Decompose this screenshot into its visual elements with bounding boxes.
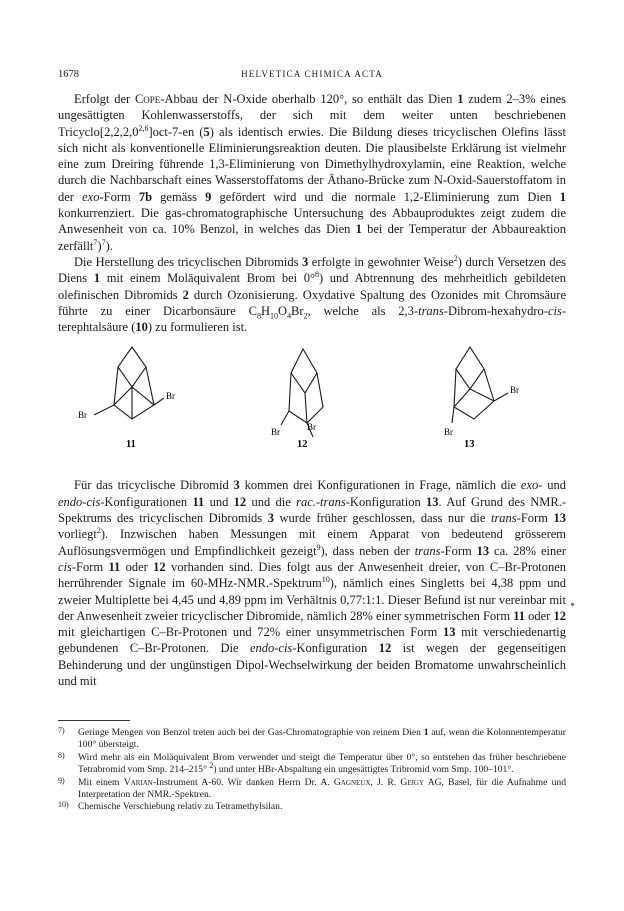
article-body <box>58 91 566 689</box>
paragraph-configurations-run: mit gleichartigen C–Br-Protonen und 72% einer unsymmetrischen Form <box>58 625 443 640</box>
paragraph-dibromide-preparation-run: 4 <box>287 311 292 321</box>
footnote-2 <box>58 777 566 802</box>
paragraph-dibromide-preparation-run: , welche als 2,3- <box>307 303 419 318</box>
paragraph-cope-elimination-run: -Form <box>99 189 139 204</box>
paragraph-cope-elimination-run: 2,6 <box>138 123 149 133</box>
paragraph-dibromide-preparation-run: -terephtalsäure ( <box>58 303 566 335</box>
paragraph-dibromide-preparation-run: O <box>278 303 288 318</box>
paragraph-cope-elimination-run: 7b <box>138 189 153 204</box>
paragraph-configurations-run: Für das tricyclische Dibromid <box>74 478 234 493</box>
footnote-3 <box>58 801 566 813</box>
paragraph-configurations-run: vorhanden sind. Dies folgt aus der Anwesenheit dreier, von C–Br-Protonen herrührender Signale im 60-MHz-NMR.-Spektrum <box>58 559 567 591</box>
paragraph-configurations-run: 13 <box>553 511 566 526</box>
paragraph-configurations-run: -Form <box>440 543 477 558</box>
running-header <box>58 69 566 83</box>
paragraph-configurations-run: . Auf Grund des NMR.-Spektrums des tricyclischen Dibromids <box>58 494 567 526</box>
paragraph-configurations-run: 13 <box>442 625 456 640</box>
structure-12 <box>253 343 363 471</box>
paragraph-configurations-run: ca. 28% einer <box>489 543 566 558</box>
paragraph-configurations-run: 3 <box>233 478 240 493</box>
paragraph-cope-elimination-run: 1 <box>355 222 362 237</box>
structure-12-drawing <box>253 343 363 467</box>
paragraph-cope-elimination-run: % eines ungesättigten Kohlenwasserstoffs, der sich mit dem weiter unten beschriebenen Tricyclo[2,2,2,0 <box>58 92 566 139</box>
structure-12-br-left: Br <box>271 427 280 438</box>
paragraph-configurations-run: und <box>204 494 234 509</box>
footnote-text-run: , J. R. <box>370 776 401 788</box>
paragraph-configurations-run: mit verschiedenartig gebundenen C–Br-Protonen. Die <box>58 625 566 656</box>
footnote-text-run: Wird mehr als ein Moläquivalent Brom verwendet und steigt die Temperatur über 0°, so entstehen das früher beschriebene Tetrabromid vom Smp. 214–215° <box>78 751 566 776</box>
paragraph-cope-elimination-run: 1 <box>457 92 464 106</box>
paragraph-configurations-run: 13 <box>476 543 490 558</box>
paragraph-configurations-run: endo-cis <box>249 641 293 656</box>
paragraph-configurations-run: oder <box>120 559 154 574</box>
footnote-text-run: ) und unter HBr-Abspaltung ein ungesättigtes Tribromid vom Smp. 100–101°. <box>213 764 514 776</box>
structure-12-number: 12 <box>297 439 308 451</box>
paragraph-dibromide-preparation-run: 2 <box>453 253 458 263</box>
paragraph-cope-elimination-run: exo <box>82 189 100 204</box>
paragraph-configurations-run: -Konfiguration <box>292 641 379 656</box>
paragraph-configurations-run: trans <box>490 511 517 526</box>
paragraph-configurations-run: endo-cis <box>58 494 101 509</box>
journal-title: HELVETICA CHIMICA ACTA <box>241 69 383 79</box>
paragraph-configurations-run: exo <box>520 478 539 493</box>
footnote-text-run: Geigy <box>400 776 425 788</box>
footnote-mark: 7) <box>58 726 65 735</box>
structure-13-br-left: Br <box>444 427 453 438</box>
footnote-text-run: AG, Basel, für die Aufnahme und Interpretation der NMR.-Spektren. <box>78 776 566 801</box>
structure-13 <box>428 343 538 471</box>
paragraph-dibromide-preparation-run: 2 <box>182 287 189 302</box>
paragraph-dibromide-preparation <box>58 254 566 335</box>
paragraph-cope-elimination-run: 1 <box>559 189 567 204</box>
footnote-text-run: Chemische Verschiebung relativ zu Tetramethylsilan. <box>78 801 283 813</box>
footnote-0 <box>58 727 566 752</box>
paragraph-dibromide-preparation-run: ) und Abtrennung des mehrheitlich gebildeten olefinischen Dibromids <box>58 271 566 302</box>
footnote-text-run: -Instrument A-60. Wir danken Herrn Dr. A. <box>152 776 334 788</box>
paragraph-cope-elimination-run: ). <box>105 238 113 253</box>
structure-13-br-right: Br <box>510 385 519 396</box>
paragraph-configurations-run: -Form <box>516 511 554 526</box>
paragraph-configurations-run: - und <box>538 478 567 493</box>
paragraph-configurations-run: 12 <box>153 559 166 574</box>
paragraph-cope-elimination <box>58 91 566 254</box>
footnote-text-run: Gagneux <box>333 776 371 788</box>
paragraph-configurations <box>58 477 566 689</box>
footnote-list <box>58 727 566 814</box>
paragraph-dibromide-preparation-run: 8 <box>256 311 261 321</box>
paragraph-dibromide-preparation-run: durch Ozonisierung. Oxydative Spaltung des Ozonides mit Chromsäure führte zu einer Dicarbonsäure C <box>58 287 566 318</box>
paragraph-dibromide-preparation-run: mit einem Moläquivalent Brom bei 0° <box>100 271 315 286</box>
paragraph-dibromide-preparation-run: Die Herstellung des tricyclischen Dibromids <box>74 254 303 269</box>
paragraph-dibromide-preparation-run: 1 <box>93 271 101 286</box>
paragraph-dibromide-preparation-run: -Dibrom-hexahydro- <box>443 303 548 318</box>
structure-11-br-right: Br <box>166 391 175 402</box>
paragraph-configurations-run: 10 <box>321 575 330 585</box>
structure-11 <box>78 343 188 471</box>
footnote-1 <box>58 752 566 777</box>
paragraph-configurations-run: wurde früher geschlossen, dass nur die <box>273 511 491 526</box>
paragraph-configurations-run: ), nämlich eines Singletts bei 4,38 ppm und zweier Multiplette bei 4,45 und 4,89 ppm im Verhältnis 0,77:1:1. Dieser Befund ist nur vereinbar mit der Anwesenheit zweier tricyclischer Dibromide, nämlich 28% einer symmetrischen Form <box>58 576 566 623</box>
structure-11-br-left: Br <box>78 410 87 421</box>
paragraph-cope-elimination-run: 7 <box>93 237 98 247</box>
footnote-text-run: Geringe Mengen von Benzol treten auch bei der Gas-Chromatographie von reinem Dien <box>78 727 424 738</box>
paragraph-cope-elimination-run: 7 <box>101 237 106 247</box>
page-number: 1678 <box>58 69 79 80</box>
footnote-text-run: Mit einem <box>78 776 124 788</box>
footnote-mark: 9) <box>58 775 65 785</box>
paragraph-cope-elimination-run: -Abbau der N-Oxide oberhalb 120°, so enthält das Dien <box>160 92 458 106</box>
paragraph-configurations-run: trans <box>414 543 441 558</box>
paragraph-cope-elimination-run: ]oct-7-en ( <box>148 124 204 139</box>
paragraph-cope-elimination-run: bei der Temperatur der Abbaureaktion zerfällt <box>58 222 566 253</box>
paragraph-configurations-run: 3 <box>267 511 274 526</box>
paragraph-configurations-run: ist wegen der gegenseitigen Behinderung und der ungünstigen Dipol-Wechselwirkung der beiden Bromatome unwahrscheinlich und mit <box>58 641 567 689</box>
paragraph-dibromide-preparation-run: trans <box>418 303 444 318</box>
structure-13-drawing <box>428 343 538 467</box>
margin-mark <box>571 603 574 606</box>
paragraph-configurations-run: 12 <box>553 608 566 623</box>
paragraph-configurations-run: 2 <box>96 526 101 536</box>
paragraph-configurations-run: vorliegt <box>58 527 97 542</box>
footnote-text-run: 1 <box>423 727 429 738</box>
paragraph-dibromide-preparation-run: 10 <box>135 320 148 335</box>
paragraph-dibromide-preparation-run: erfolgte in gewohnter Weise <box>308 254 454 269</box>
paragraph-cope-elimination-run: zudem 2–3 <box>463 92 526 106</box>
paragraph-configurations-run: und die <box>246 494 297 509</box>
paragraph-configurations-run: 9 <box>316 542 321 552</box>
structure-12-br-right: Br <box>307 422 316 433</box>
footnote-text-run: 2 <box>209 761 214 771</box>
paragraph-cope-elimination-run: ) als identisch erwies. Die Bildung dieses tricyclischen Olefins lässt sich nicht als konventionelle Eliminierungsreaktion deuten. Die plausibelste Erklärung ist vielmehr eine zum Dreiring führende 1,3-Eliminierung von Dimethylhydroxylamin, eine Reaktion, welche durch die Nachbarschaft eines Wasserstoffatoms der Äthano-Brücke zum N-Oxid-Sauerstoffatom in der <box>58 124 566 204</box>
footnotes <box>58 720 566 814</box>
structure-11-number: 11 <box>126 439 136 451</box>
paragraph-cope-elimination-run: ) <box>97 238 102 253</box>
paragraph-dibromide-preparation-run: ) durch Versetzen des Diens <box>58 254 566 286</box>
footnote-mark: 10) <box>58 800 69 810</box>
paragraph-cope-elimination-run: 5 <box>203 124 210 139</box>
structure-13-number: 13 <box>464 439 475 451</box>
footnote-mark: 8) <box>58 750 65 760</box>
paragraph-configurations-run: ), dass neben der <box>320 543 415 558</box>
paragraph-configurations-run: rac.-trans <box>296 494 346 509</box>
paragraph-configurations-run: oder <box>525 608 554 623</box>
paragraph-configurations-run: kommen drei Konfigurationen in Frage, nämlich die <box>239 478 521 493</box>
paragraph-configurations-run: 12 <box>378 641 392 656</box>
footnote-text-run: auf, wenn die Kolonnentemperatur 100° übersteigt. <box>78 727 566 751</box>
footnote-rule <box>58 720 130 721</box>
paragraph-dibromide-preparation-run: 10 <box>270 311 279 321</box>
paragraph-configurations-run: ). Inzwischen haben Messungen mit einem Apparat von bedeutend grösserem Auflösungsvermögen und Empfindlichkeit gezeigt <box>58 527 566 558</box>
paragraph-configurations-run: 12 <box>233 494 247 509</box>
paragraph-cope-elimination-run: konkurrenziert. Die gas-chromatographische Untersuchung des Abbauproduktes zeigt zudem die Anwesenheit von ca. 10% Benzol, in welches das Dien <box>58 206 566 237</box>
paragraph-dibromide-preparation-run: 2 <box>303 311 308 321</box>
paragraph-configurations-run: -Form <box>71 559 109 574</box>
paragraph-cope-elimination-run: Erfolgt der <box>74 92 135 106</box>
footnote-text-run: Varian <box>123 776 153 788</box>
paragraph-cope-elimination-run: Cope <box>134 92 161 106</box>
paragraph-cope-elimination-run: gefördert wird und die normale 1,2-Eliminierung zum Dien <box>211 189 560 204</box>
paragraph-dibromide-preparation-run: cis <box>547 303 562 318</box>
paragraph-configurations-run: 13 <box>426 494 439 509</box>
paragraph-configurations-run: -Konfiguration <box>345 494 427 509</box>
paragraph-configurations-run: cis <box>58 559 72 574</box>
paragraph-dibromide-preparation-run: 8 <box>314 270 319 280</box>
paragraph-cope-elimination-run: gemäss <box>152 189 206 204</box>
paragraph-configurations-run: 11 <box>192 494 205 509</box>
paragraph-configurations-run: -Konfigurationen <box>100 494 193 509</box>
paragraph-dibromide-preparation-run: 3 <box>302 254 309 269</box>
paragraph-configurations-run: 11 <box>108 559 121 574</box>
paragraph-cope-elimination-run: 9 <box>205 189 212 204</box>
paragraph-dibromide-preparation-run: H <box>260 303 271 318</box>
paragraph-dibromide-preparation-run: ) zu formulieren ist. <box>147 320 248 335</box>
paragraph-configurations-run: 11 <box>513 608 525 623</box>
structure-figures <box>58 343 566 467</box>
structure-11-drawing <box>78 343 188 467</box>
paragraph-dibromide-preparation-run: Br <box>291 303 304 318</box>
